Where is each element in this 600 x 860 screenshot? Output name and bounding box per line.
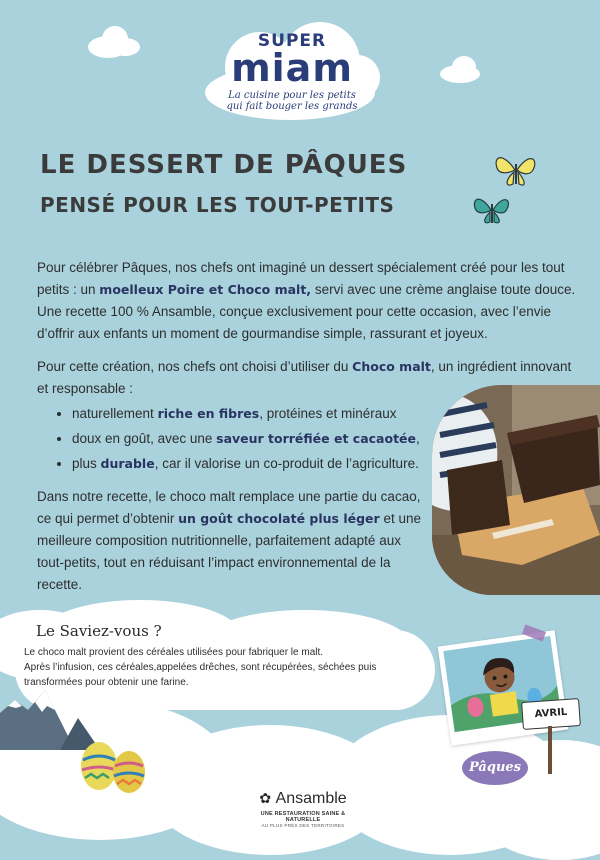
recipe-text-before: Dans notre recette, le choco malt remplace une partie du cacao, ce qui permet d’obtenir [37, 489, 421, 526]
logo-tagline-2: qui fait bouger les grands [226, 101, 358, 112]
page-subtitle: PENSÉ POUR LES TOUT-PETITS [40, 193, 395, 217]
saviez-vous-line-1: Le choco malt provient des céréales utilisées pour fabriquer le malt. [24, 647, 324, 658]
intro-text-before: Pour célébrer Pâques, nos chefs ont imaginé un dessert spécialement créé pour les tout petits : un [37, 260, 565, 297]
list-item [72, 426, 420, 451]
benefit-text: plus [72, 456, 101, 471]
butterfly-yellow-icon [493, 150, 539, 192]
ansamble-logo [248, 790, 358, 828]
intro-text-line2: Une recette 100 % Ansamble, conçue exclusivement pour cette occasion, avec l’envie d’offrir aux enfants un moment de gourmandise simple, rassurant et joyeux. [37, 304, 552, 341]
april-sign: AVRIL [521, 698, 581, 730]
saviez-vous-line-2: Après l’infusion, ces céréales,appelées drêches, sont récupérées, séchées puis [24, 662, 377, 673]
benefit-text: naturellement [72, 406, 158, 421]
creation-text-before: Pour cette création, nos chefs ont choisi d’utiliser du [37, 359, 353, 374]
cake-photo [432, 385, 600, 595]
intro-text-after: servi avec une crème anglaise toute douce. [311, 282, 576, 297]
saviez-vous-title: Le Saviez-vous ? [36, 622, 162, 640]
logo-tagline-1: La cuisine pour les petits [228, 90, 356, 101]
brand-name: Ansamble [275, 790, 347, 807]
ansamble-bird-icon: ✿ [259, 790, 272, 806]
logo-super: SUPER [257, 31, 327, 51]
list-item [72, 401, 420, 426]
benefit-text: , protéines et minéraux [259, 406, 397, 421]
creation-text-after: , un ingrédient innovant et responsable : [37, 359, 572, 396]
brand-tagline-2: AU PLUS PRÈS DES TERRITOIRES [261, 823, 345, 828]
cake-photo-art [432, 385, 600, 595]
saviez-vous-text [24, 645, 424, 690]
logo-miam: miam [231, 46, 353, 90]
benefit-text: , [416, 431, 420, 446]
sign-post [548, 726, 552, 774]
supermiam-logo [212, 22, 372, 122]
benefit-text: , car il valorise un co-produit de l’agriculture. [154, 456, 419, 471]
benefit-text: doux en goût, avec une [72, 431, 217, 446]
brand-tagline: UNE RESTAURATION SAINE & NATURELLE [260, 811, 346, 823]
recipe-highlight: un goût chocolaté plus léger [178, 511, 380, 526]
page-title: LE DESSERT DE PÂQUES [40, 150, 408, 180]
benefits-list [58, 401, 420, 476]
recipe-paragraph [37, 486, 427, 596]
recipe-text-after: et une meilleure composition nutritionnelle, parfaitement adapté aux tout-petits, tout en réduisant l’impact environnemental de la recette. [37, 511, 421, 592]
benefit-highlight: saveur torréfiée et cacaotée [216, 431, 416, 446]
intro-highlight: moelleux Poire et Choco malt, [99, 282, 312, 297]
paques-badge: Pâques [462, 751, 528, 785]
benefit-highlight: durable [100, 456, 155, 471]
list-item [72, 451, 420, 476]
intro-paragraph [37, 257, 577, 345]
benefit-highlight: riche en fibres [157, 406, 260, 421]
easter-egg-icon [77, 734, 157, 796]
butterfly-teal-icon [472, 192, 512, 228]
saviez-vous-line-3: transformées pour obtenir une farine. [24, 677, 189, 688]
ansamble-wordmark [248, 790, 358, 808]
creation-highlight: Choco malt [352, 359, 431, 374]
